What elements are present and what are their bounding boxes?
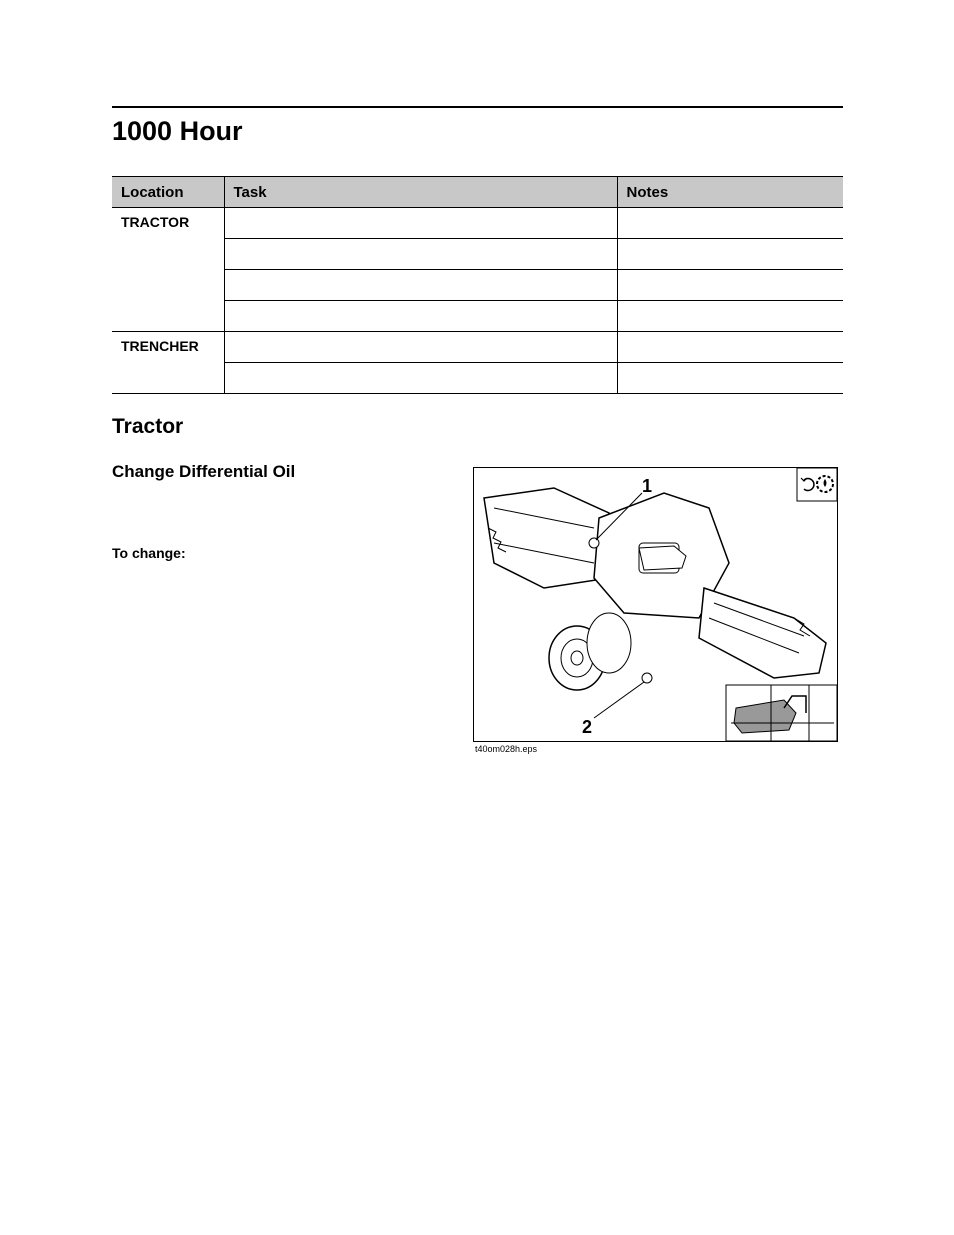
location-cell-tractor: TRACTOR — [112, 208, 224, 332]
column-header-location: Location — [112, 177, 224, 208]
differential-figure — [473, 467, 838, 742]
table-row — [112, 208, 843, 239]
oil-gear-icon — [817, 476, 833, 492]
notes-cell — [617, 208, 843, 239]
section-heading: Tractor — [112, 415, 184, 438]
task-cell — [224, 301, 617, 332]
task-cell — [224, 270, 617, 301]
location-cell-trencher: TRENCHER — [112, 332, 224, 394]
notes-cell — [617, 363, 843, 394]
subsection-heading: Change Differential Oil — [112, 462, 296, 481]
procedure-label: To change: — [112, 545, 186, 561]
notes-cell — [617, 301, 843, 332]
notes-cell — [617, 332, 843, 363]
table-header-row — [112, 177, 843, 208]
axle-illustration — [474, 468, 837, 741]
notes-cell — [617, 239, 843, 270]
top-rule — [112, 106, 843, 108]
task-cell — [224, 208, 617, 239]
column-header-task: Task — [224, 177, 617, 208]
task-cell — [224, 332, 617, 363]
callout-1: 1 — [642, 476, 653, 496]
task-cell — [224, 363, 617, 394]
table-row — [112, 332, 843, 363]
figure-caption: t40om028h.eps — [475, 744, 538, 754]
callout-2: 2 — [582, 717, 593, 737]
maintenance-table — [112, 176, 843, 394]
task-cell — [224, 239, 617, 270]
column-header-notes: Notes — [617, 177, 843, 208]
page-title: 1000 Hour — [112, 116, 243, 146]
notes-cell — [617, 270, 843, 301]
